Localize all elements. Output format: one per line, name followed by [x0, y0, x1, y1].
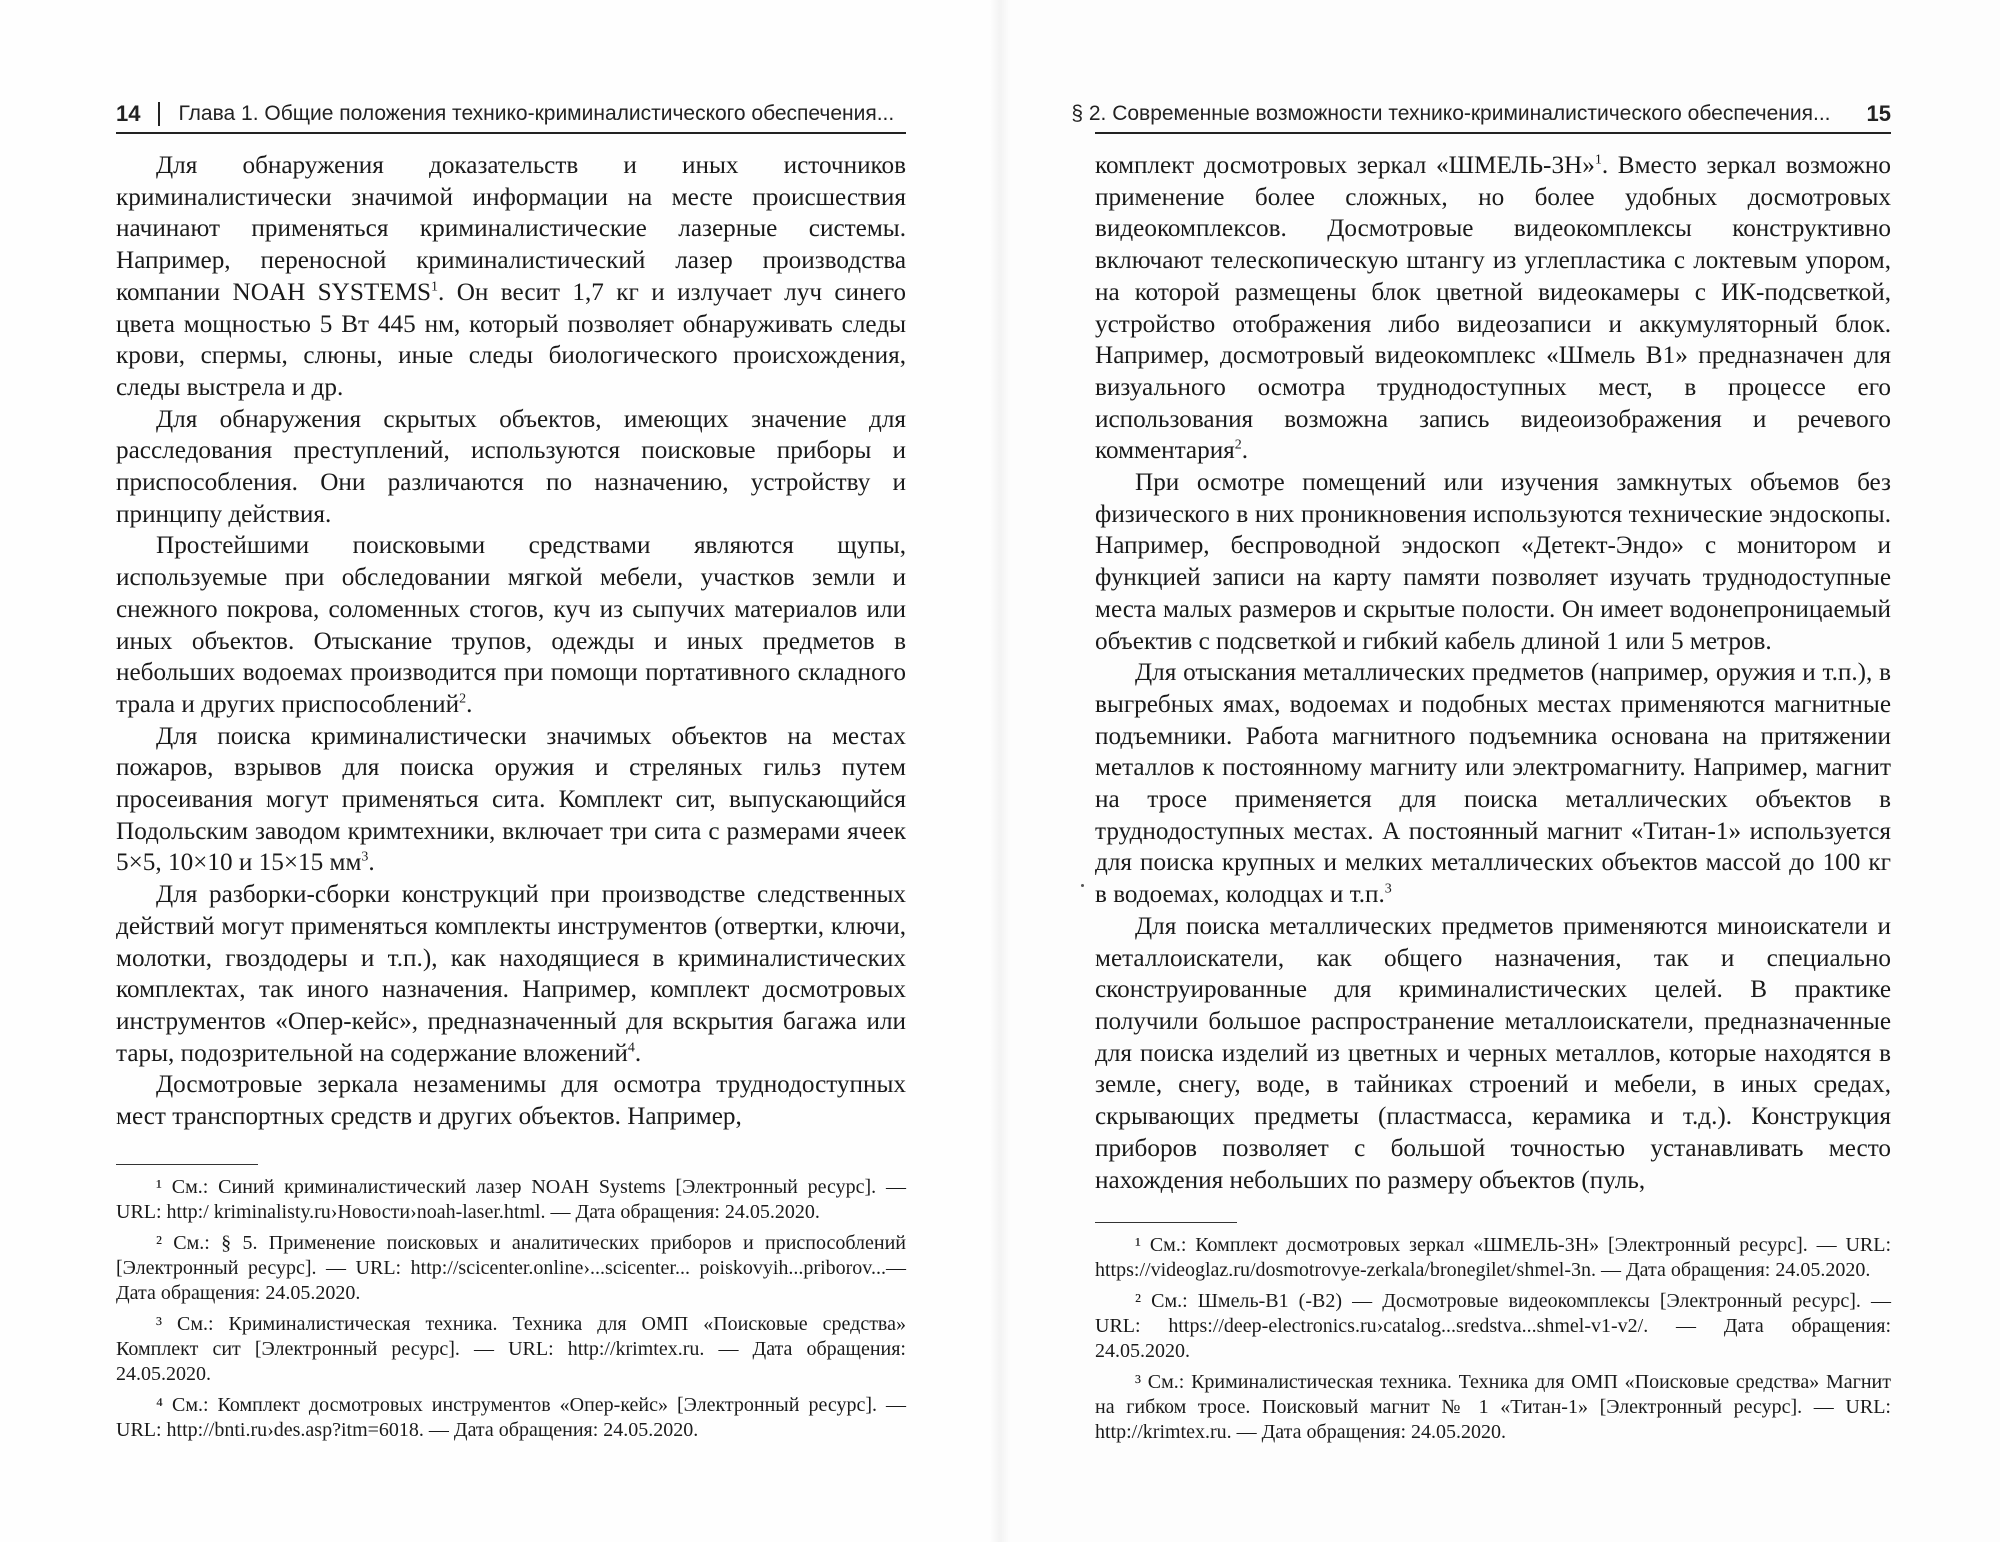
left-page-header	[116, 96, 906, 134]
footnote: ⁴ См.: Комплект досмотровых инструментов «Опер-кейс» [Электронный ресурс]. — URL: http://bnti.ru›des.asp?itm=6018. — Дата обращения: 24.05.2020.	[116, 1394, 906, 1441]
right-body-text	[1095, 150, 1891, 1196]
paragraph: Для поиска металлических предметов применяются миноискатели и металлоискатели, как общего назначения, так и специально сконструированные для криминалистических целей. В практике получили большое распространение металлоискатели, предназначенные для поиска изделий из цветных и черных металлов, которые находятся в земле, снегу, воде, в тайниках строений и мебели, в иных средах, скрывающих предметы (пластмасса, керамика и т.д.). Конструкция приборов позволяет с большой точностью устанавливать место нахождения небольших по размеру объектов (пуль,	[1095, 912, 1891, 1194]
footnote-rule	[1095, 1222, 1237, 1223]
footnote-ref: 1	[1594, 152, 1602, 168]
book-gutter	[990, 0, 1010, 1542]
right-page-header	[1071, 96, 1891, 134]
header-separator	[158, 102, 160, 126]
right-footnotes	[1095, 1233, 1891, 1451]
footnote-rule	[116, 1164, 258, 1165]
left-running-title: Глава 1. Общие положения технико-криминалистического обеспечения...	[178, 102, 895, 125]
footnote-ref: 4	[627, 1040, 635, 1056]
paragraph: Для обнаружения скрытых объектов, имеющих значение для расследования преступлений, используются поисковые приборы и приспособления. Они различаются по назначению, устройству и принципу действия.	[116, 405, 906, 528]
footnote: ¹ См.: Синий криминалистический лазер NOAH Systems [Электронный ресурс]. — URL: http:/ kriminalisty.ru›Новости›noah-laser.html. — Дата обращения: 24.05.2020.	[116, 1176, 906, 1223]
paragraph: Для разборки-сборки конструкций при производстве следственных действий могут применяться комплекты инструментов (отвертки, ключи, молотки, гвоздодеры и т.п.), как находящиеся в криминалистических комплектах, так иного назначения. Например, комплект досмотровых инструментов «Опер-кейс», предназначенный для вскрытия багажа или тары, подозрительной на содержание вложений$^4$.	[116, 881, 906, 1067]
paragraph: Для обнаружения доказательств и иных источников криминалистически значимой информации на месте происшествия начинают применяться криминалистические лазерные системы. Например, переносной криминалистический лазер производства компании NOAH SYSTEMS$^1$. Он весит 1,7 кг и излучает луч синего цвета мощностью 5 Вт 445 нм, который позволяет обнаруживать следы крови, спермы, слюны, иные следы биологического происхождения, следы выстрела и др.	[116, 152, 906, 401]
right-page-number: 15	[1866, 101, 1891, 126]
footnote: ² См.: § 5. Применение поисковых и аналитических приборов и приспособлений [Электронный ресурс]. — URL: http://scicenter.online›...scicenter... poiskovyih...priborov...— Дата обращения: 24.05.2020.	[116, 1232, 906, 1304]
right-running-title: § 2. Современные возможности технико-криминалистического обеспечения...	[1071, 102, 1831, 125]
left-page-number: 14	[116, 101, 141, 126]
paragraph: комплект досмотровых зеркал «ШМЕЛЬ-3Н»$^1$. Вместо зеркал возможно применение более сложных, но более удобных досмотровых видеокомплексов. Досмотровые видеокомплексы конструктивно включают телескопическую штангу из углепластика с локтевым упором, на которой размещены блок цветной видеокамеры с ИК-подсветкой, устройство отображения либо видеозаписи и аккумуляторный блок. Например, досмотровый видеокомплекс «Шмель В1» предназначен для визуального осмотра труднодоступных мест, в процессе его использования возможна запись видеоизображения и речевого комментария$^2$.	[1095, 152, 1891, 465]
footnote: ² См.: Шмель-В1 (-В2) — Досмотровые видеокомплексы [Электронный ресурс]. — URL: https://deep-electronics.ru›catalog...sredstva...shmel-v1-v2/. — Дата обращения: 24.05.2020.	[1095, 1290, 1891, 1362]
footnote-ref: 3	[1384, 881, 1392, 897]
footnote-ref: 2	[1234, 437, 1242, 453]
footnote: ³ См.: Криминалистическая техника. Техника для ОМП «Поисковые средства» Комплект сит [Электронный ресурс]. — URL: http://krimtex.ru. — Дата обращения: 24.05.2020.	[116, 1313, 906, 1385]
paragraph: Для отыскания металлических предметов (например, оружия и т.п.), в выгребных ямах, водоемах и подобных местах применяются магнитные подъемники. Работа магнитного подъемника основана на притяжении металлов к постоянному магниту или электромагниту. Например, магнит на тросе применяется для поиска металлических объектов в труднодоступных местах. А постоянный магнит «Титан-1» используется для поиска крупных и мелких металлических объектов массой до 100 кг в водоемах, колодцах и т.п.$^3$	[1095, 659, 1891, 909]
left-footnotes	[116, 1175, 906, 1449]
paragraph: Для поиска криминалистически значимых объектов на местах пожаров, взрывов для поиска оружия и стреляных гильз путем просеивания могут применяться сита. Комплект сит, выпускающийся Подольским заводом кримтехники, включает три сита с размерами ячеек 5×5, 10×10 и 15×15 $мм^3$.	[116, 722, 906, 877]
footnote: ¹ См.: Комплект досмотровых зеркал «ШМЕЛЬ-3Н» [Электронный ресурс]. — URL: https://videoglaz.ru/dosmotrovye-zerkala/bronegilet/shmel-3n. — Дата обращения: 24.05.2020.	[1095, 1234, 1891, 1281]
paragraph: Досмотровые зеркала незаменимы для осмотра труднодоступных мест транспортных средств и других объектов. Например,	[116, 1071, 906, 1131]
paragraph: Простейшими поисковыми средствами являются щупы, используемые при обследовании мягкой мебели, участков земли и снежного покрова, соломенных стогов, куч из сыпучих материалов или иных объектов. Отыскание трупов, одежды и иных предметов в небольших водоемах производится при помощи портативного складного трала и других приспособлений$^2$.	[116, 532, 906, 718]
footnote-ref: 2	[459, 691, 467, 707]
footnote: ³ См.: Криминалистическая техника. Техника для ОМП «Поисковые средства» Магнит на гибком тросе. Поисковый магнит № 1 «Титан-1» [Электронный ресурс]. — URL: http://krimtex.ru. — Дата обращения: 24.05.2020.	[1095, 1371, 1891, 1443]
paragraph: При осмотре помещений или изучения замкнутых объемов без физического в них проникновения используются технические эндоскопы. Например, беспроводной эндоскоп «Детект-Эндо» с монитором и функцией записи на карту памяти позволяет изучать труднодоступные места малых размеров и скрытые полости. Он имеет водонепроницаемый объектив с подсветкой и гибкий кабель длиной 1 или 5 метров.	[1095, 469, 1891, 655]
footnote-ref: 3	[361, 850, 369, 866]
left-body-text	[116, 150, 906, 1133]
margin-dot	[1081, 884, 1084, 887]
footnote-ref: 1	[431, 279, 439, 295]
